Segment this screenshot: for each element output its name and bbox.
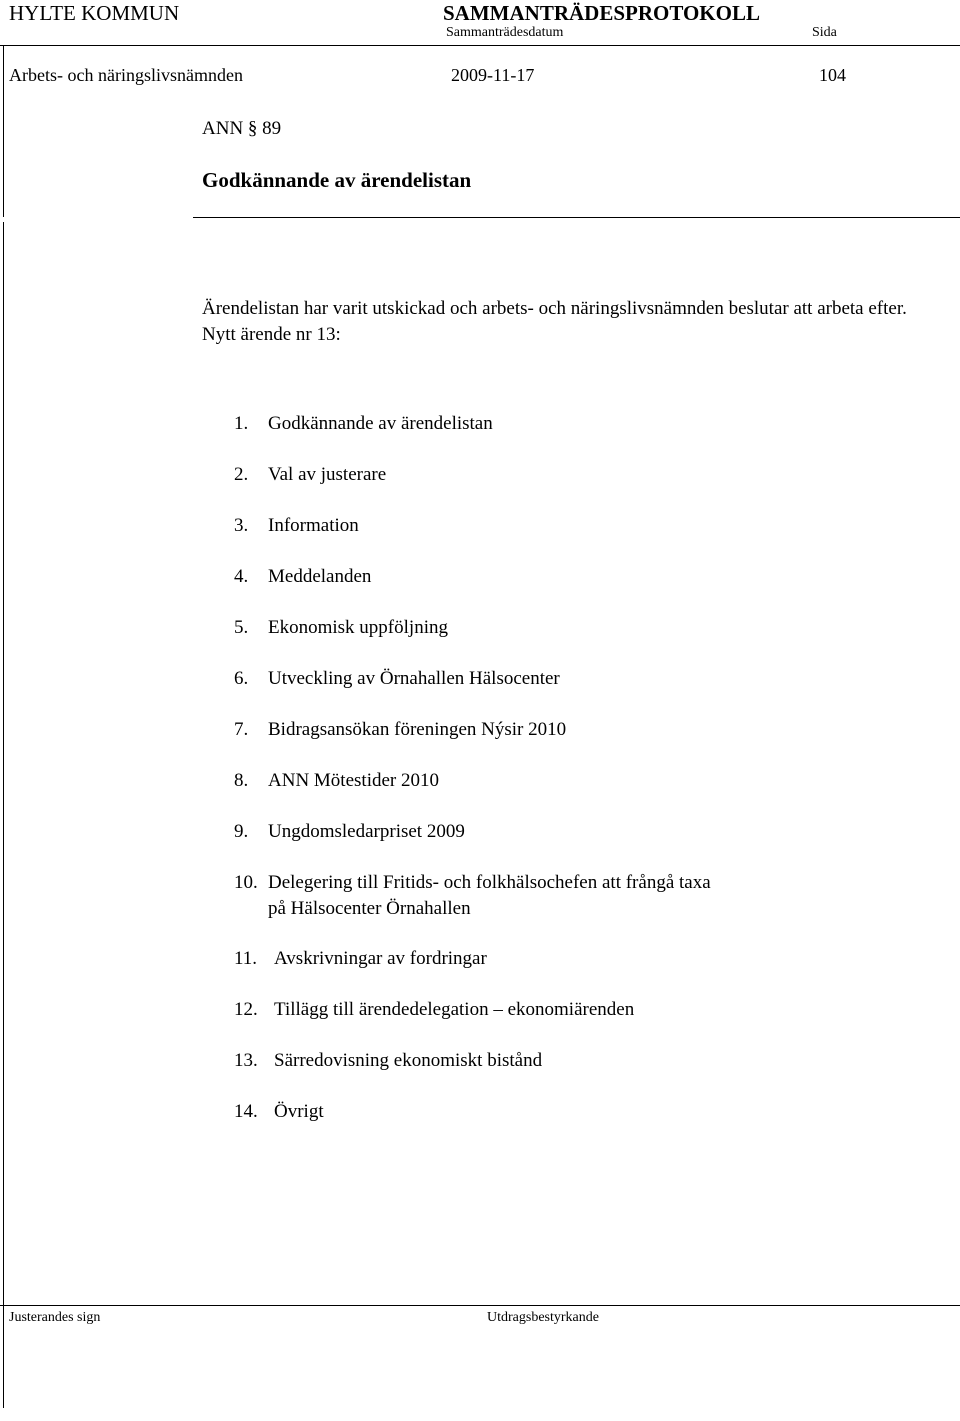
agenda-item-text (268, 564, 371, 590)
agenda-item-text (268, 615, 448, 641)
agenda-item-number: 8. (234, 770, 249, 791)
document-title: SAMMANTRÄDESPROTOKOLL (443, 1, 760, 25)
agenda-item-text (268, 513, 359, 539)
agenda-item (234, 768, 439, 794)
agenda-item-text (274, 997, 634, 1023)
agenda-item (234, 1099, 324, 1125)
agenda-item-line: Meddelanden (268, 566, 372, 587)
left-margin-line-body (3, 222, 4, 1408)
agenda-item (234, 997, 634, 1023)
agenda-item-line: ANN Mötestider 2010 (268, 770, 439, 791)
agenda-item-line: Information (268, 515, 359, 536)
agenda-item-line: Godkännande av ärendelistan (268, 413, 493, 434)
agenda-item-text (268, 819, 465, 845)
header-divider (0, 45, 960, 46)
meeting-date-label: Sammanträdesdatum (446, 25, 564, 40)
agenda-item (234, 717, 566, 743)
organization-name: HYLTE KOMMUN (9, 1, 180, 25)
agenda-item-line: Övrigt (274, 1101, 324, 1122)
paragraph-reference: ANN § 89 (202, 118, 282, 139)
agenda-item-number: 7. (234, 719, 249, 740)
agenda-item-line: Val av justerare (268, 464, 387, 485)
heading-underline (193, 217, 960, 218)
agenda-item-number: 5. (234, 617, 249, 638)
agenda-item (234, 615, 448, 641)
intro-paragraph: Ärendelistan har varit utskickad och arbets- och näringslivsnämnden beslutar att arbeta efter. Nytt ärende nr 13: (202, 298, 907, 345)
agenda-item (234, 411, 493, 437)
agenda-item-line: Ekonomisk uppföljning (268, 617, 448, 638)
adjuster-signature-label: Justerandes sign (9, 1310, 101, 1325)
agenda-item-number: 2. (234, 464, 249, 485)
agenda-item-line: Ungdomsledarpriset 2009 (268, 821, 465, 842)
agenda-item-number: 13. (234, 1050, 258, 1071)
page-number: 104 (819, 65, 846, 85)
extract-certification-label: Utdragsbestyrkande (487, 1310, 599, 1325)
agenda-item-line: Delegering till Fritids- och folkhälsochefen att frångå taxa (268, 872, 711, 893)
agenda-item-text (274, 1099, 324, 1125)
section-heading: Godkännande av ärendelistan (202, 168, 472, 192)
agenda-item-number: 12. (234, 999, 258, 1020)
agenda-item-text (268, 717, 566, 743)
agenda-item-number: 4. (234, 566, 249, 587)
agenda-item-number: 1. (234, 413, 249, 434)
agenda-item (234, 462, 386, 488)
left-margin-line-top (3, 45, 4, 217)
agenda-item-text (268, 870, 711, 922)
footer-divider (0, 1305, 960, 1306)
agenda-item (234, 870, 711, 922)
agenda-item-text (268, 411, 493, 437)
agenda-item-text (268, 462, 386, 488)
agenda-item (234, 819, 465, 845)
agenda-item-number: 6. (234, 668, 249, 689)
agenda-item-text (274, 946, 487, 972)
meeting-date: 2009-11-17 (451, 65, 535, 85)
agenda-item-line: Tillägg till ärendedelegation – ekonomiärenden (274, 999, 635, 1020)
agenda-item (234, 666, 560, 692)
agenda-item (234, 564, 371, 590)
agenda-item-text (268, 666, 560, 692)
agenda-item-number: 11. (234, 948, 258, 969)
agenda-item-line: på Hälsocenter Örnahallen (268, 898, 471, 919)
agenda-item-line: Avskrivningar av fordringar (274, 948, 487, 969)
agenda-item-number: 14. (234, 1101, 258, 1122)
committee-name: Arbets- och näringslivsnämnden (9, 65, 243, 85)
page-label: Sida (812, 25, 837, 40)
agenda-item-line: Särredovisning ekonomiskt bistånd (274, 1050, 543, 1071)
agenda-item-number: 10. (234, 872, 258, 893)
agenda-item-line: Utveckling av Örnahallen Hälsocenter (268, 668, 560, 689)
agenda-item (234, 1048, 542, 1074)
agenda-item (234, 513, 359, 539)
agenda-item-line: Bidragsansökan föreningen Nýsir 2010 (268, 719, 567, 740)
agenda-item-text (268, 768, 439, 794)
agenda-item (234, 946, 487, 972)
agenda-item-text (274, 1048, 542, 1074)
agenda-item-number: 3. (234, 515, 249, 536)
agenda-item-number: 9. (234, 821, 249, 842)
